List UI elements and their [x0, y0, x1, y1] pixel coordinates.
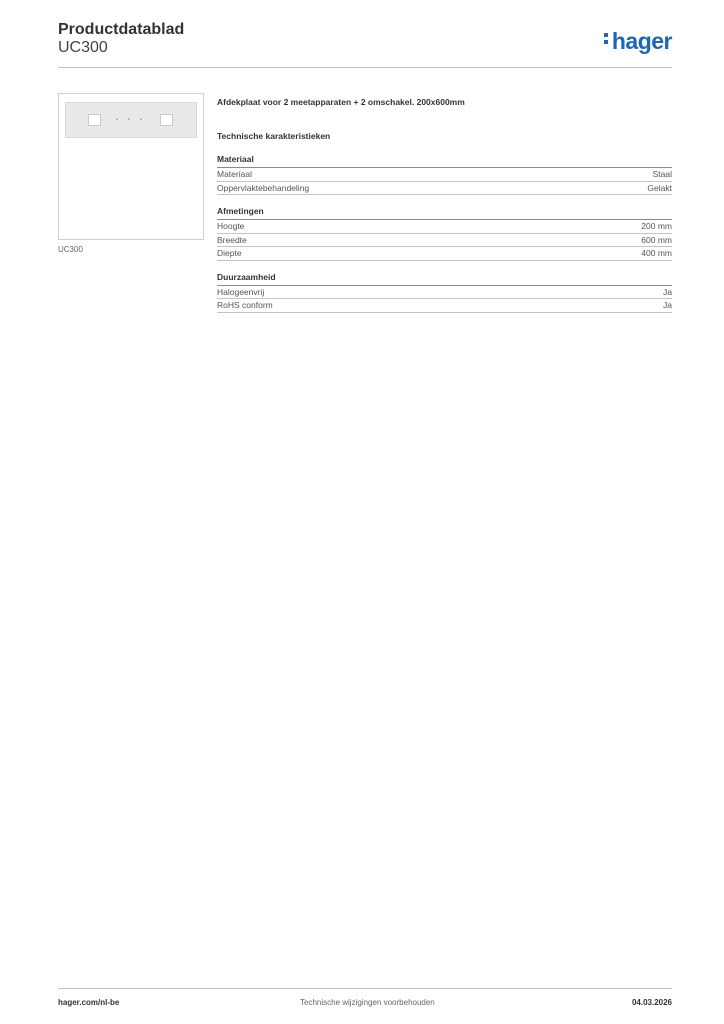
spec-content: [217, 97, 672, 313]
spec-value: Ja: [663, 300, 672, 310]
product-image: [58, 93, 204, 240]
spec-value: 200 mm: [641, 221, 672, 231]
spec-row: [217, 234, 672, 248]
footer-date: 04.03.2026: [631, 998, 672, 1007]
screw-dot: [128, 118, 130, 120]
spec-value: Gelakt: [647, 182, 672, 193]
spec-row: [217, 220, 672, 234]
product-description: Afdekplaat voor 2 meetapparaten + 2 omschakel. 200x600mm: [217, 97, 465, 107]
spec-row: [217, 286, 672, 300]
spec-row: [217, 247, 672, 261]
product-code: UC300: [58, 39, 108, 56]
section-title: Afmetingen: [217, 206, 672, 220]
spec-value: Staal: [652, 169, 672, 179]
spec-label: RoHS conform: [217, 300, 273, 310]
spec-label: Materiaal: [217, 169, 252, 179]
spec-row: [217, 299, 672, 313]
footer-website-link[interactable]: hager.com/nl-be: [58, 998, 120, 1007]
footer-divider: [58, 988, 672, 989]
spec-label: Hoogte: [217, 221, 245, 231]
logo-text: hager: [611, 28, 672, 54]
spec-label: Oppervlaktebehandeling: [217, 182, 310, 193]
spec-value: 400 mm: [641, 248, 672, 258]
cover-plate-illustration: [65, 102, 197, 138]
spec-section-materiaal: [217, 154, 672, 195]
spec-section-duurzaamheid: [217, 272, 672, 313]
screw-dot: [140, 118, 142, 120]
spec-section-afmetingen: [217, 206, 672, 261]
spec-row: [217, 168, 672, 182]
meter-cutout-left: [88, 114, 101, 126]
image-caption: UC300: [58, 245, 83, 254]
spec-label: Breedte: [217, 234, 247, 245]
logo-colon-icon: [604, 30, 610, 47]
section-title: Materiaal: [217, 154, 672, 168]
spec-value: Ja: [663, 286, 672, 297]
tech-specs-heading: Technische karakteristieken: [217, 131, 331, 141]
spec-value: 600 mm: [641, 234, 672, 245]
spec-label: Diepte: [217, 248, 242, 258]
header-divider: [58, 67, 672, 68]
hager-logo: [604, 28, 672, 55]
footer-notice: Technische wijzigingen voorbehouden: [300, 998, 435, 1007]
page-title: Productdatablad: [58, 21, 185, 38]
spec-row: [217, 182, 672, 196]
spec-label: Halogeenvrij: [217, 286, 265, 297]
meter-cutout-right: [160, 114, 173, 126]
section-title: Duurzaamheid: [217, 272, 672, 286]
screw-dot: [116, 118, 118, 120]
